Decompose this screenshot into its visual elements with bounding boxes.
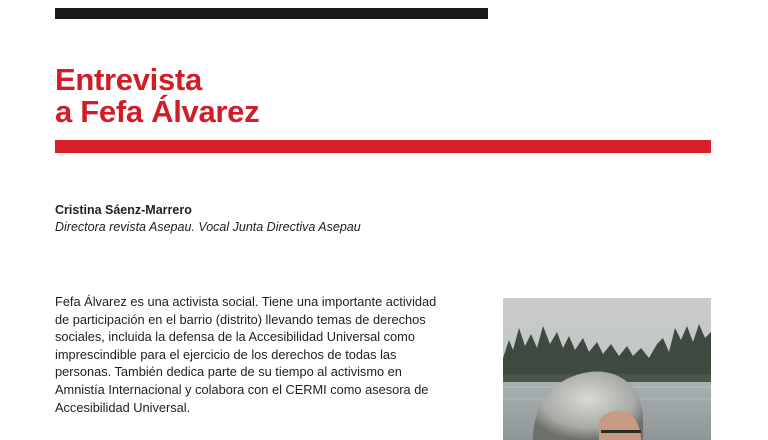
article-title: [55, 64, 259, 128]
author-role: Directora revista Asepau. Vocal Junta Directiva Asepau: [55, 220, 361, 234]
intro-paragraph: [55, 293, 485, 416]
title-line-2: a Fefa Álvarez: [55, 94, 260, 129]
title-red-rule: [55, 140, 711, 153]
author-name: Cristina Sáenz-Marrero: [55, 203, 192, 217]
intro-line: personas. También dedica parte de su tiempo al activismo en: [55, 364, 402, 380]
intro-line: imprescindible para el ejercicio de los derechos de todas las: [55, 346, 397, 362]
top-black-rule: [55, 8, 488, 19]
intro-line: Accesibilidad Universal.: [55, 399, 191, 415]
intro-line: de participación en el barrio (distrito) llevando temas de derechos: [55, 311, 426, 327]
intro-line: Amnistía Internacional y colabora con el CERMI como asesora de: [55, 381, 429, 397]
intro-line: sociales, incluida la defensa de la Accesibilidad Universal como: [55, 329, 415, 345]
photo-glasses: [601, 430, 641, 433]
title-line-1: Entrevista: [55, 62, 202, 97]
portrait-photo: [503, 298, 711, 440]
intro-line: Fefa Álvarez es una activista social. Tiene una importante actividad: [55, 294, 437, 309]
